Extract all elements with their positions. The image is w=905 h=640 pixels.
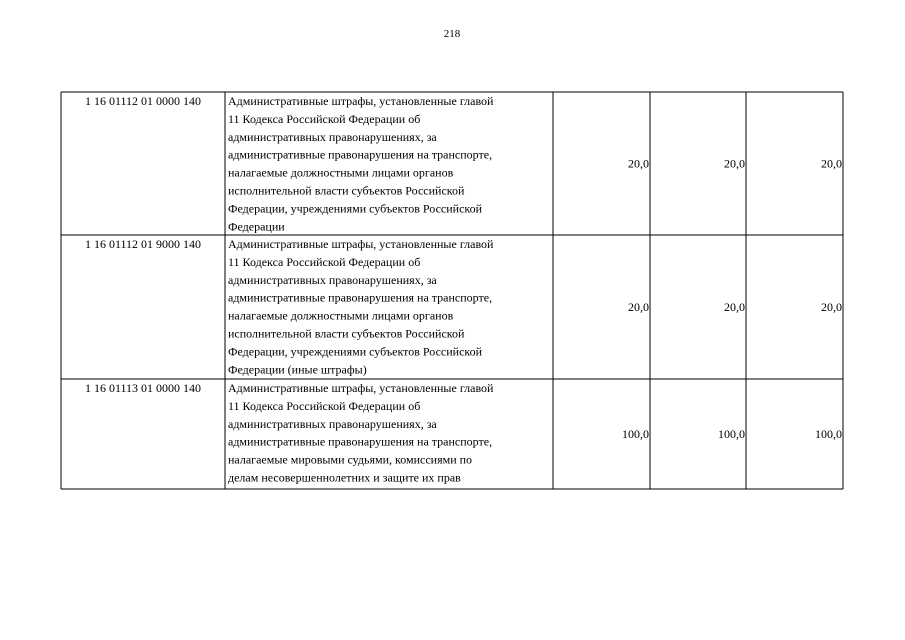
row-amount-1: 100,0 (622, 427, 649, 441)
row-amount-3: 20,0 (821, 156, 842, 171)
row-code: 1 16 01113 01 0000 140 (84, 381, 202, 395)
row-description-line: исполнительной власти субъектов Российской (228, 326, 465, 341)
row-code: 1 16 01112 01 9000 140 (84, 237, 202, 251)
revenue-table (61, 92, 843, 489)
row-amount-1: 20,0 (628, 300, 649, 314)
row-amount-3: 100,0 (815, 427, 842, 441)
row-amount-2: 100,0 (718, 427, 745, 441)
row-description-line: 11 Кодекса Российской Федерации об (228, 254, 421, 269)
row-description-line: Федерации, учреждениями субъектов Российской (228, 201, 483, 216)
row-code: 1 16 01112 01 0000 140 (84, 94, 202, 108)
row-description-line: административных правонарушениях, за (228, 129, 437, 144)
row-description-line: административных правонарушениях, за (228, 416, 437, 431)
row-description-line: налагаемые должностными лицами органов (228, 165, 454, 180)
row-description-line: исполнительной власти субъектов Российской (228, 183, 465, 198)
page-number: 218 (443, 28, 461, 40)
row-description-line: административные правонарушения на транспорте, (228, 147, 493, 162)
row-description-line: Федерации, учреждениями субъектов Российской (228, 344, 483, 359)
row-description-line: налагаемые должностными лицами органов (228, 308, 454, 323)
row-amount-2: 20,0 (724, 156, 745, 171)
row-description-line: административные правонарушения на транспорте, (228, 434, 493, 449)
row-description-line: 11 Кодекса Российской Федерации об (228, 398, 421, 413)
row-description-line: Административные штрафы, установленные главой (228, 237, 494, 251)
row-description-line: Административные штрафы, установленные главой (228, 94, 494, 108)
row-description-line: налагаемые мировыми судьями, комиссиями по (228, 452, 473, 467)
row-description-line: Административные штрафы, установленные главой (228, 381, 494, 395)
row-description-line: делам несовершеннолетних и защите их прав (228, 470, 461, 485)
row-amount-2: 20,0 (724, 300, 745, 314)
row-description-line: административных правонарушениях, за (228, 272, 437, 287)
table-row (85, 94, 842, 233)
row-amount-3: 20,0 (821, 300, 842, 314)
row-description-line: 11 Кодекса Российской Федерации об (228, 111, 421, 126)
table-row (85, 381, 842, 485)
table-row (85, 237, 842, 376)
row-description-line: Федерации (228, 219, 285, 234)
row-description-line: административные правонарушения на транспорте, (228, 290, 493, 305)
row-description-line: Федерации (иные штрафы) (228, 362, 367, 377)
row-amount-1: 20,0 (628, 156, 649, 171)
